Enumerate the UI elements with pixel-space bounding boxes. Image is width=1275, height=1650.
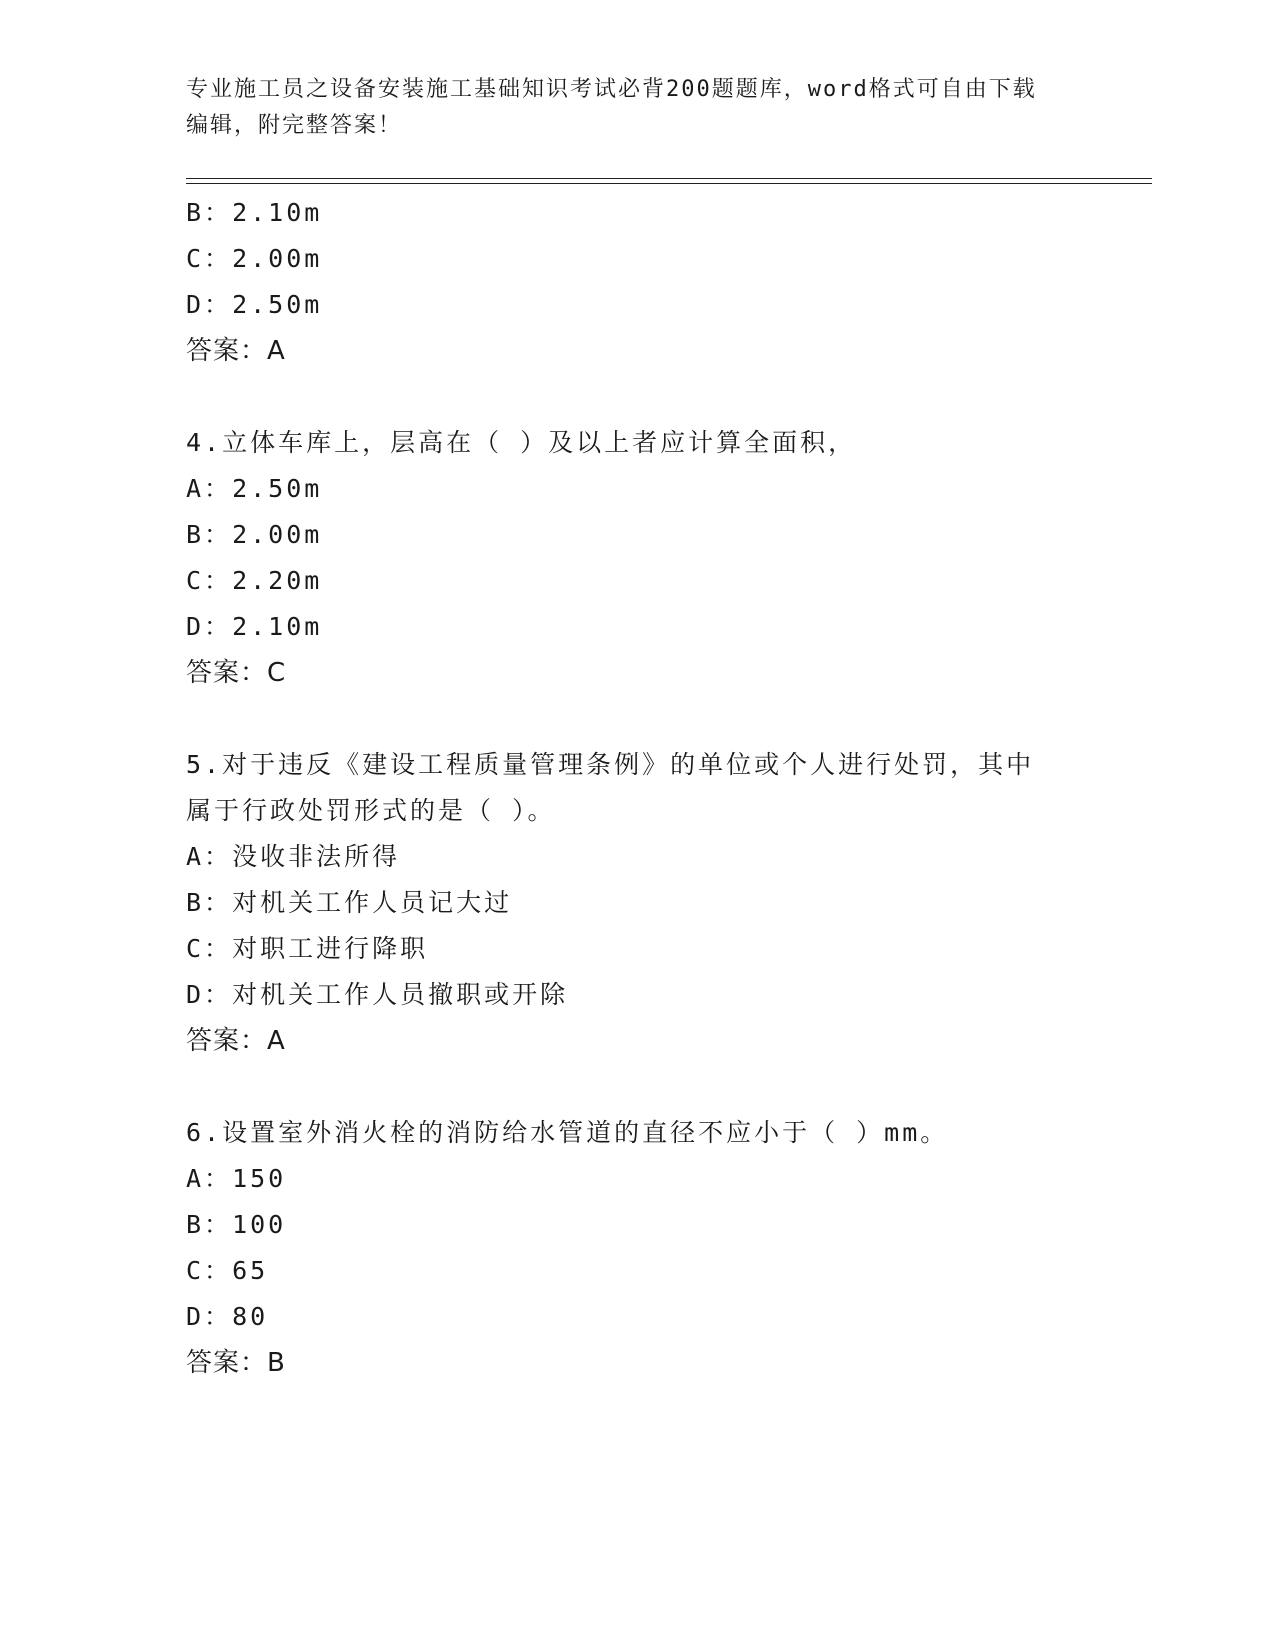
question-stem: 5.对于违反《建设工程质量管理条例》的单位或个人进行处罚，其中: [186, 750, 1035, 779]
option-b: B：对机关工作人员记大过: [186, 888, 513, 917]
header-title-line-1: 专业施工员之设备安装施工基础知识考试必背200题题库，word格式可自由下载: [186, 77, 1037, 102]
answer-line: 答案：B: [186, 1348, 286, 1378]
option-a: A：没收非法所得: [186, 842, 401, 871]
header-divider: [186, 178, 1152, 184]
question-block-3: [186, 190, 1086, 374]
option-a: A：2.50m: [186, 474, 323, 503]
question-block-5: [186, 742, 1086, 1064]
option-d: D：对机关工作人员撤职或开除: [186, 980, 569, 1009]
option-a: A：150: [186, 1164, 287, 1193]
option-b: B：2.00m: [186, 520, 323, 549]
question-block-4: [186, 420, 1086, 696]
question-stem: 4.立体车库上，层高在（ ）及以上者应计算全面积，: [186, 428, 857, 457]
question-stem: 6.设置室外消火栓的消防给水管道的直径不应小于（ ）mm。: [186, 1118, 949, 1147]
question-block-6: [186, 1110, 1086, 1386]
question-list: [186, 190, 1086, 1386]
answer-line: 答案：C: [186, 658, 287, 688]
document-header: [186, 72, 1086, 144]
option-d: D：2.50m: [186, 290, 323, 319]
answer-line: 答案：A: [186, 1026, 286, 1056]
option-c: C：2.00m: [186, 244, 323, 273]
option-c: C：2.20m: [186, 566, 323, 595]
answer-line: 答案：A: [186, 336, 286, 366]
option-b: B：100: [186, 1210, 287, 1239]
option-d: D：2.10m: [186, 612, 323, 641]
option-c: C：对职工进行降职: [186, 934, 429, 963]
header-title-line-2: 编辑，附完整答案！: [186, 113, 403, 138]
option-d: D：80: [186, 1302, 269, 1331]
option-c: C：65: [186, 1256, 269, 1285]
option-b: B：2.10m: [186, 198, 323, 227]
question-stem-continued: 属于行政处罚形式的是（ ）。: [186, 796, 556, 825]
